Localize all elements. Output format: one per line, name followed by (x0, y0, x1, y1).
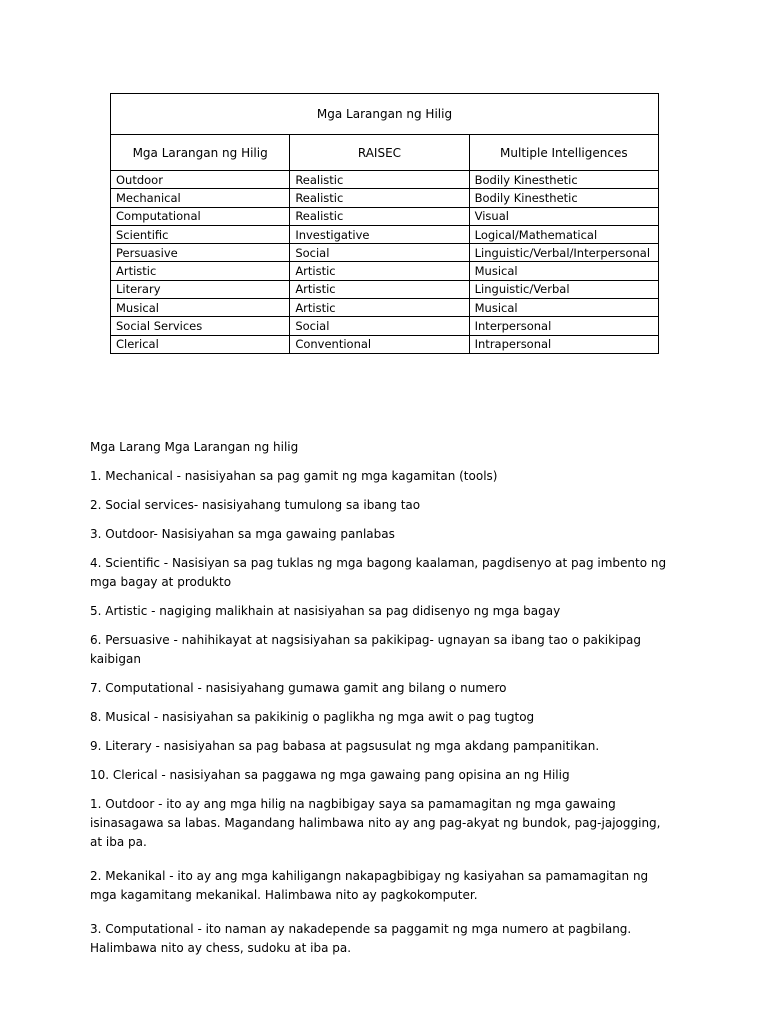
table-cell: Scientific (111, 225, 290, 243)
table-cell: Bodily Kinesthetic (469, 189, 658, 207)
table-cell: Interpersonal (469, 317, 658, 335)
table-cell: Musical (111, 299, 290, 317)
table-title: Mga Larangan ng Hilig (111, 94, 659, 135)
table-row (111, 317, 659, 335)
table-cell: Linguistic/Verbal (469, 280, 658, 298)
list-item: 6. Persuasive - nahihikayat at nagsisiyahan sa pakikipag- ugnayan sa ibang tao o pakikipag kaibigan (90, 633, 641, 666)
list-item: 8. Musical - nasisiyahan sa pakikinig o paglikha ng mga awit o pag tugtog (90, 710, 535, 724)
table-cell: Visual (469, 207, 658, 225)
table-cell: Mechanical (111, 189, 290, 207)
table-cell: Linguistic/Verbal/Interpersonal (469, 244, 658, 262)
table-cell: Musical (469, 262, 658, 280)
table-cell: Logical/Mathematical (469, 225, 658, 243)
table-cell: Realistic (290, 207, 469, 225)
column-header-multiple-intelligences: Multiple Intelligences (469, 135, 658, 171)
table-row (111, 189, 659, 207)
list-item: 1. Mechanical - nasisiyahan sa pag gamit ng mga kagamitan (tools) (90, 469, 498, 483)
paragraph: 1. Outdoor - ito ay ang mga hilig na nagbibigay saya sa pamamagitan ng mga gawaing isinasagawa sa labas. Magandang halimbawa nito ay ang pag-akyat ng bundok, pag-jajogging, at iba pa. (90, 797, 661, 849)
column-header-raisec: RAISEC (290, 135, 469, 171)
section-heading: Mga Larang Mga Larangan ng hilig (90, 440, 299, 454)
table-cell: Artistic (111, 262, 290, 280)
table-row (111, 244, 659, 262)
table-cell: Realistic (290, 189, 469, 207)
list-item: 3. Outdoor- Nasisiyahan sa mga gawaing panlabas (90, 527, 395, 541)
list-item: 2. Social services- nasisiyahang tumulong sa ibang tao (90, 498, 421, 512)
paragraph: 2. Mekanikal - ito ay ang mga kahiligangn nakapagbibigay ng kasiyahan sa pamamagitan ng mga kagamitang mekanikal. Halimbawa nito ay pagkokomputer. (90, 869, 649, 902)
table-row (111, 207, 659, 225)
column-header-larangan: Mga Larangan ng Hilig (111, 135, 290, 171)
table-row (111, 299, 659, 317)
table-cell: Artistic (290, 299, 469, 317)
list-item: 9. Literary - nasisiyahan sa pag babasa at pagsusulat ng mga akdang pampanitikan. (90, 739, 600, 753)
document-body (90, 438, 670, 973)
table-cell: Realistic (290, 171, 469, 189)
table-cell: Bodily Kinesthetic (469, 171, 658, 189)
table-cell: Intrapersonal (469, 335, 658, 353)
table-row (111, 225, 659, 243)
table-cell: Clerical (111, 335, 290, 353)
table-cell: Conventional (290, 335, 469, 353)
list-item: 4. Scientific - Nasisiyan sa pag tuklas ng mga bagong kaalaman, pagdisenyo at pag imbento ng mga bagay at produkto (90, 556, 667, 589)
table-cell: Persuasive (111, 244, 290, 262)
table-cell: Musical (469, 299, 658, 317)
table-cell: Computational (111, 207, 290, 225)
table-row (111, 280, 659, 298)
table-cell: Social Services (111, 317, 290, 335)
table-cell: Outdoor (111, 171, 290, 189)
table-cell: Literary (111, 280, 290, 298)
table-cell: Artistic (290, 262, 469, 280)
hilig-table (110, 93, 659, 354)
table-cell: Investigative (290, 225, 469, 243)
table-cell: Social (290, 244, 469, 262)
table-cell: Social (290, 317, 469, 335)
paragraph: 3. Computational - ito naman ay nakadepende sa paggamit ng mga numero at pagbilang. Halimbawa nito ay chess, sudoku at iba pa. (90, 922, 632, 955)
table-cell: Artistic (290, 280, 469, 298)
table-row (111, 171, 659, 189)
table-row (111, 262, 659, 280)
list-item: 10. Clerical - nasisiyahan sa paggawa ng mga gawaing pang opisina an ng Hilig (90, 768, 570, 782)
table-row (111, 335, 659, 353)
list-item: 5. Artistic - nagiging malikhain at nasisiyahan sa pag didisenyo ng mga bagay (90, 604, 561, 618)
list-item: 7. Computational - nasisiyahang gumawa gamit ang bilang o numero (90, 681, 507, 695)
